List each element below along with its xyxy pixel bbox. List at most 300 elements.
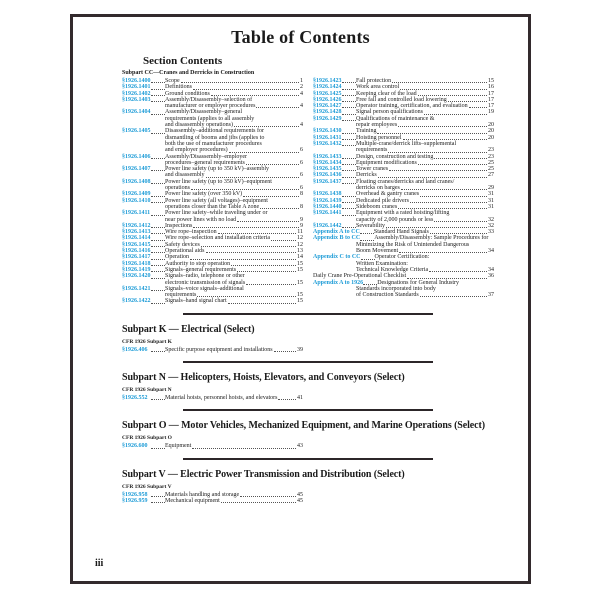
entry-title: Ground conditions bbox=[165, 90, 210, 97]
entry-title: Free fall and controlled load lowering bbox=[356, 96, 447, 103]
dot-leader bbox=[181, 82, 299, 83]
dot-leader bbox=[151, 252, 165, 253]
entry-title: of Construction Standards bbox=[356, 292, 419, 299]
entry-title: Designations for General Industry bbox=[377, 279, 459, 286]
entry-title: Assembly/Disassembly–selection of bbox=[165, 96, 253, 103]
entry-title: Written Examination: bbox=[356, 260, 408, 267]
entry-title: Equipment with a rated hoisting/lifting bbox=[356, 210, 450, 217]
entry-title: Mechanical equipment bbox=[165, 497, 220, 504]
entry-page-number: 11 bbox=[297, 229, 303, 236]
dot-leader bbox=[389, 170, 487, 171]
dot-leader bbox=[192, 448, 296, 449]
toc-entry-line bbox=[122, 395, 303, 401]
dot-leader bbox=[151, 233, 165, 234]
entry-title: Operation bbox=[165, 254, 189, 261]
entry-title: Signals–general requirements bbox=[165, 266, 237, 273]
dot-leader bbox=[361, 259, 375, 260]
entry-page-number: 6 bbox=[300, 185, 303, 192]
section-link[interactable]: §1926.1414 bbox=[122, 235, 151, 242]
entry-title: Assembly/Disassembly: Sample Procedures for bbox=[374, 235, 489, 242]
entry-title: Keeping clear of the load bbox=[356, 90, 417, 97]
dot-leader bbox=[151, 502, 165, 503]
section-link[interactable]: §1926.1432 bbox=[313, 140, 342, 147]
entry-page-number: 9 bbox=[300, 222, 303, 229]
entry-title: Power line safety–while traveling under or bbox=[165, 210, 268, 217]
toc-entry bbox=[122, 198, 303, 211]
entry-title: Signals–hand signal chart bbox=[165, 298, 227, 305]
section-link[interactable]: Appendix A to 1926 bbox=[313, 279, 364, 286]
section-link[interactable]: §1926.1431 bbox=[313, 134, 342, 141]
entry-page-number: 20 bbox=[488, 122, 494, 129]
section-link[interactable]: §1926.1426 bbox=[313, 96, 342, 103]
dot-leader bbox=[256, 107, 299, 108]
toc-entry bbox=[122, 166, 303, 179]
section-divider bbox=[183, 361, 433, 363]
dot-leader bbox=[342, 95, 356, 96]
section-link[interactable]: §1926.1413 bbox=[122, 229, 151, 236]
toc-column-left bbox=[122, 78, 303, 305]
dot-leader bbox=[278, 399, 296, 400]
dot-leader bbox=[398, 126, 487, 127]
dot-leader bbox=[377, 133, 487, 134]
section-link[interactable]: §1926.1422 bbox=[122, 298, 151, 305]
section-link[interactable]: Appendix C to CC bbox=[313, 254, 361, 261]
dot-leader bbox=[193, 89, 299, 90]
section-link[interactable]: §1926.1417 bbox=[122, 254, 151, 261]
dot-leader bbox=[342, 133, 356, 134]
entry-title: Wire rope–inspection bbox=[165, 229, 217, 236]
subpart-heading: Subpart V — Electric Power Transmission and Distribution (Select) bbox=[122, 468, 405, 480]
dot-leader bbox=[151, 399, 165, 400]
entry-title: Authority to stop operation bbox=[165, 260, 231, 267]
entry-title: Inspections bbox=[165, 222, 193, 229]
entry-page-number: 15 bbox=[297, 266, 303, 273]
entry-title: Multiple-crane/derrick lifts–supplemental bbox=[356, 140, 457, 147]
entry-page-number: 12 bbox=[297, 241, 303, 248]
entry-page-number: 45 bbox=[297, 497, 303, 504]
entry-page-number: 19 bbox=[488, 109, 494, 116]
toc-entry bbox=[313, 280, 494, 299]
dot-leader bbox=[342, 107, 356, 108]
toc-entry bbox=[122, 128, 303, 153]
dot-leader bbox=[231, 265, 296, 266]
toc-entry bbox=[122, 443, 303, 449]
dot-leader bbox=[151, 271, 165, 272]
section-link[interactable]: §1926.1425 bbox=[313, 90, 342, 97]
section-link[interactable]: §1926.1423 bbox=[313, 78, 342, 84]
dot-leader bbox=[211, 95, 299, 96]
entry-title: Scope bbox=[165, 78, 180, 84]
section-link[interactable]: §1926.1406 bbox=[122, 153, 151, 160]
folio-page-number: iii bbox=[95, 558, 104, 569]
entry-title: Training bbox=[356, 128, 377, 135]
entry-title: Operational aids bbox=[165, 248, 205, 255]
dot-leader bbox=[400, 89, 487, 90]
dot-leader bbox=[151, 202, 165, 203]
toc-entry bbox=[313, 210, 494, 223]
dot-leader bbox=[342, 145, 356, 146]
dot-leader bbox=[418, 164, 487, 165]
dot-leader bbox=[218, 233, 297, 234]
entry-page-number: 15 bbox=[297, 279, 303, 286]
dot-leader bbox=[418, 95, 487, 96]
dot-leader bbox=[151, 170, 165, 171]
dot-leader bbox=[420, 196, 487, 197]
subpart-section-v bbox=[122, 458, 494, 505]
section-link[interactable]: §1926.1400 bbox=[122, 78, 151, 84]
entry-page-number: 43 bbox=[297, 443, 303, 450]
section-link[interactable]: §1926.406 bbox=[122, 346, 148, 353]
section-link[interactable]: Appendix B to CC bbox=[313, 235, 361, 242]
entry-page-number: 17 bbox=[488, 96, 494, 103]
dot-leader bbox=[392, 82, 487, 83]
toc-entry bbox=[122, 179, 303, 192]
dot-leader bbox=[197, 296, 296, 297]
section-link[interactable]: §1926.1421 bbox=[122, 285, 151, 292]
dot-leader bbox=[342, 120, 356, 121]
dot-leader bbox=[151, 82, 165, 83]
section-link[interactable]: §1926.1424 bbox=[313, 84, 342, 91]
section-link[interactable]: §1926.1435 bbox=[313, 166, 342, 173]
dot-leader bbox=[151, 496, 165, 497]
entry-page-number: 13 bbox=[297, 248, 303, 255]
toc-entry bbox=[122, 273, 303, 286]
toc-entry-line bbox=[122, 298, 303, 304]
dot-leader bbox=[342, 139, 356, 140]
entry-page-number: 31 bbox=[488, 203, 494, 210]
dot-leader bbox=[386, 227, 487, 228]
section-link[interactable]: §1926.1427 bbox=[313, 103, 342, 110]
entry-title: Severability bbox=[356, 222, 385, 229]
dot-leader bbox=[342, 170, 356, 171]
dot-leader bbox=[206, 177, 300, 178]
dot-leader bbox=[342, 164, 356, 165]
entry-page-number: 1 bbox=[300, 78, 303, 84]
toc-entry-line bbox=[122, 443, 303, 449]
section-link[interactable]: §1926.1405 bbox=[122, 128, 151, 135]
entry-page-number: 29 bbox=[488, 185, 494, 192]
entry-page-number: 15 bbox=[297, 292, 303, 299]
entry-page-number: 20 bbox=[488, 134, 494, 141]
entry-title: Work area control bbox=[356, 84, 400, 91]
entry-title: Assembly/Disassembly–general bbox=[165, 109, 242, 116]
entry-title: manufacturer or employer procedures bbox=[165, 103, 256, 110]
entry-title: Sideboom cranes bbox=[356, 203, 398, 210]
entry-page-number: 6 bbox=[300, 172, 303, 179]
subpart-entries bbox=[122, 492, 303, 505]
section-link[interactable]: §1926.1420 bbox=[122, 273, 151, 280]
section-divider bbox=[183, 313, 433, 315]
dot-leader bbox=[363, 284, 377, 285]
section-link[interactable]: §1926.1407 bbox=[122, 166, 151, 173]
dot-leader bbox=[274, 351, 296, 352]
entry-title: derricks on barges bbox=[356, 185, 400, 192]
entry-title: and disassembly bbox=[165, 172, 205, 179]
dot-leader bbox=[151, 196, 165, 197]
subpart-entries bbox=[122, 347, 303, 353]
entry-title: Power line safety (up to 350 kV)–equipment bbox=[165, 178, 272, 185]
toc-entry bbox=[122, 210, 303, 223]
entry-page-number: 32 bbox=[488, 216, 494, 223]
entry-page-number: 25 bbox=[488, 166, 494, 173]
toc-entry-line bbox=[122, 498, 303, 504]
toc-entry bbox=[122, 109, 303, 128]
entry-title: Minimizing the Risk of Unintended Dangerous bbox=[356, 241, 470, 248]
dot-leader bbox=[201, 246, 296, 247]
entry-title: Qualifications of maintenance & bbox=[356, 115, 435, 122]
dot-leader bbox=[240, 496, 296, 497]
entry-page-number: 14 bbox=[297, 254, 303, 261]
subpart-section-o bbox=[122, 409, 494, 449]
dot-leader bbox=[151, 133, 165, 134]
entry-page-number: 45 bbox=[297, 491, 303, 498]
entry-title: Signal person qualifications bbox=[356, 109, 423, 116]
cfr-label: CFR 1926 Subpart N bbox=[122, 386, 172, 393]
dot-leader bbox=[469, 107, 487, 108]
section-link[interactable]: §1926.1401 bbox=[122, 84, 151, 91]
dot-leader bbox=[228, 303, 296, 304]
toc-entry bbox=[313, 141, 494, 154]
dot-leader bbox=[342, 183, 356, 184]
entry-title: Tower cranes bbox=[356, 166, 389, 173]
section-link[interactable]: §1926.1439 bbox=[313, 197, 342, 204]
dot-leader bbox=[342, 114, 356, 115]
entry-title: Equipment bbox=[165, 443, 192, 450]
dot-leader bbox=[229, 152, 299, 153]
section-link[interactable]: §1926.1402 bbox=[122, 90, 151, 97]
dot-leader bbox=[403, 139, 488, 140]
dot-leader bbox=[193, 227, 299, 228]
section-link[interactable]: §1926.552 bbox=[122, 394, 148, 401]
section-link[interactable]: §1926.600 bbox=[122, 443, 148, 450]
entry-page-number: 4 bbox=[300, 122, 303, 129]
subpart-heading: Subpart K — Electrical (Select) bbox=[122, 323, 255, 335]
entry-title: Operator Certification: bbox=[374, 254, 430, 261]
dot-leader bbox=[237, 221, 299, 222]
entry-title: Safety devices bbox=[165, 241, 200, 248]
dot-leader bbox=[401, 189, 487, 190]
dot-leader bbox=[360, 240, 374, 241]
entry-title: and employer procedures) bbox=[165, 147, 228, 154]
section-divider bbox=[183, 458, 433, 460]
dot-leader bbox=[342, 202, 356, 203]
dot-leader bbox=[342, 82, 356, 83]
section-link[interactable]: §1926.1442 bbox=[313, 222, 342, 229]
page-content bbox=[122, 55, 494, 504]
section-divider bbox=[183, 409, 433, 411]
entry-title: Wire rope–selection and installation criteria bbox=[165, 235, 271, 242]
section-link[interactable]: §1926.1437 bbox=[313, 178, 342, 185]
toc-column-right bbox=[313, 78, 494, 305]
entry-title: Disassembly–additional requirements for bbox=[165, 128, 264, 135]
dot-leader bbox=[151, 265, 165, 266]
dot-leader bbox=[434, 221, 487, 222]
dot-leader bbox=[388, 152, 487, 153]
toc-entry bbox=[122, 154, 303, 167]
entry-title: Definitions bbox=[165, 84, 192, 91]
entry-title: repair employees bbox=[356, 122, 398, 129]
dot-leader bbox=[342, 177, 356, 178]
dot-leader bbox=[151, 259, 165, 260]
entry-title: operations closer than the Table A zone bbox=[165, 203, 260, 210]
section-link[interactable]: §1926.1434 bbox=[313, 159, 342, 166]
entry-page-number: 15 bbox=[488, 78, 494, 84]
entry-title: Equipment modifications bbox=[356, 159, 417, 166]
dot-leader bbox=[151, 215, 165, 216]
subpart-entries bbox=[122, 395, 303, 401]
section-link[interactable]: §1926.1430 bbox=[313, 128, 342, 135]
dot-leader bbox=[342, 196, 356, 197]
section-link[interactable]: §1926.1412 bbox=[122, 222, 151, 229]
entry-page-number: 16 bbox=[488, 84, 494, 91]
dot-leader bbox=[237, 271, 296, 272]
dot-leader bbox=[151, 246, 165, 247]
section-link[interactable]: §1926.1438 bbox=[313, 191, 342, 198]
entry-title: Daily Crane Pre-Operational Checklist bbox=[313, 273, 407, 280]
entry-page-number: 6 bbox=[300, 159, 303, 166]
entry-title: capacity of 2,000 pounds or less bbox=[356, 216, 434, 223]
section-contents-heading: Section Contents bbox=[143, 55, 223, 67]
dot-leader bbox=[378, 177, 487, 178]
toc-entry bbox=[122, 298, 303, 304]
entry-title: Power line safety (all voltages)–equipment bbox=[165, 197, 268, 204]
section-link[interactable]: §1926.1404 bbox=[122, 109, 151, 116]
section-link[interactable]: §1926.1441 bbox=[313, 210, 342, 217]
section-link[interactable]: §1926.1415 bbox=[122, 241, 151, 248]
dot-leader bbox=[151, 114, 165, 115]
dot-leader bbox=[151, 227, 165, 228]
entry-title: dismantling of booms and jibs (applies to bbox=[165, 134, 265, 141]
entry-title: Floating cranes/derricks and land cranes/ bbox=[356, 178, 455, 185]
entry-page-number: 39 bbox=[297, 346, 303, 353]
section-link[interactable]: §1926.1418 bbox=[122, 260, 151, 267]
section-link[interactable]: §1926.1409 bbox=[122, 191, 151, 198]
entry-title: Technical Knowledge Criteria bbox=[356, 266, 429, 273]
section-link[interactable]: §1926.958 bbox=[122, 491, 148, 498]
entry-title: operations bbox=[165, 185, 190, 192]
section-link[interactable]: §1926.1408 bbox=[122, 178, 151, 185]
entry-title: Dedicated pile drivers bbox=[356, 197, 409, 204]
section-link[interactable]: §1926.1429 bbox=[313, 115, 342, 122]
section-link[interactable]: §1926.959 bbox=[122, 497, 148, 504]
toc-entry bbox=[313, 116, 494, 129]
entry-page-number: 4 bbox=[300, 103, 303, 110]
section-link[interactable]: §1926.1416 bbox=[122, 248, 151, 255]
entry-title: procedures–general requirements bbox=[165, 159, 245, 166]
entry-page-number: 8 bbox=[300, 203, 303, 210]
entry-title: Fall protection bbox=[356, 78, 392, 84]
dot-leader bbox=[221, 502, 296, 503]
cfr-label: CFR 1926 Subpart K bbox=[122, 338, 172, 345]
entry-page-number: 25 bbox=[488, 159, 494, 166]
dot-leader bbox=[151, 183, 165, 184]
section-link[interactable]: §1926.1419 bbox=[122, 266, 151, 273]
dot-leader bbox=[151, 101, 165, 102]
dot-leader bbox=[151, 303, 165, 304]
dot-leader bbox=[151, 278, 165, 279]
dot-leader bbox=[342, 101, 356, 102]
entry-title: requirements (applies to all assembly bbox=[165, 115, 255, 122]
dot-leader bbox=[407, 278, 487, 279]
document-page bbox=[70, 14, 531, 584]
entry-page-number: 23 bbox=[488, 153, 494, 160]
toc-entry bbox=[122, 97, 303, 110]
dot-leader bbox=[151, 351, 165, 352]
dot-leader bbox=[434, 158, 487, 159]
toc-entry bbox=[122, 395, 303, 401]
entry-page-number: 34 bbox=[488, 248, 494, 255]
section-link[interactable]: §1926.1411 bbox=[122, 210, 151, 217]
entry-title: Material hoists, personnel hoists, and elevators bbox=[165, 394, 278, 401]
toc-entry-line bbox=[313, 292, 494, 298]
dot-leader bbox=[420, 296, 487, 297]
dot-leader bbox=[342, 227, 356, 228]
entry-title: Design, construction and testing bbox=[356, 153, 434, 160]
entry-page-number: 17 bbox=[488, 90, 494, 97]
entry-page-number: 17 bbox=[488, 103, 494, 110]
entry-page-number: 8 bbox=[300, 191, 303, 198]
entry-title: Materials handling and storage bbox=[165, 491, 240, 498]
dot-leader bbox=[360, 233, 374, 234]
entry-page-number: 15 bbox=[297, 298, 303, 305]
dot-leader bbox=[151, 240, 165, 241]
toc-entry bbox=[313, 179, 494, 192]
section-link[interactable]: §1926.1403 bbox=[122, 96, 151, 103]
section-link[interactable]: §1926.1436 bbox=[313, 172, 342, 179]
dot-leader bbox=[151, 448, 165, 449]
entry-page-number: 32 bbox=[488, 222, 494, 229]
entry-title: Signals–radio, telephone or other bbox=[165, 273, 245, 280]
cfr-label: CFR 1926 Subpart V bbox=[122, 483, 172, 490]
dot-leader bbox=[342, 208, 356, 209]
page-title: Table of Contents bbox=[231, 27, 370, 47]
entry-page-number: 6 bbox=[300, 147, 303, 154]
dot-leader bbox=[246, 164, 299, 165]
dot-leader bbox=[243, 196, 299, 197]
dot-leader bbox=[429, 271, 487, 272]
cfr-label: CFR 1926 Subpart O bbox=[122, 435, 172, 442]
dot-leader bbox=[190, 259, 296, 260]
entry-page-number: 15 bbox=[297, 260, 303, 267]
section-link[interactable]: §1926.1440 bbox=[313, 203, 342, 210]
dot-leader bbox=[151, 95, 165, 96]
entry-title: requirements bbox=[165, 292, 197, 299]
section-link[interactable]: §1926.1410 bbox=[122, 197, 151, 204]
section-link[interactable]: §1926.1433 bbox=[313, 153, 342, 160]
toc-entry bbox=[313, 235, 494, 254]
entry-page-number: 36 bbox=[488, 273, 494, 280]
entry-page-number: 31 bbox=[488, 191, 494, 198]
entry-page-number: 20 bbox=[488, 128, 494, 135]
entry-page-number: 37 bbox=[488, 292, 494, 299]
entry-title: Signals–voice signals–additional bbox=[165, 285, 244, 292]
dot-leader bbox=[206, 252, 297, 253]
entry-title: Derricks bbox=[356, 172, 377, 179]
entry-page-number: 41 bbox=[297, 394, 303, 401]
subpart-section-n bbox=[122, 361, 494, 401]
dot-leader bbox=[151, 290, 165, 291]
entry-title: Standard Hand Signals bbox=[373, 229, 429, 236]
subpart-heading: Subpart O — Motor Vehicles, Mechanized Equipment, and Marine Operations (Select) bbox=[122, 420, 485, 432]
section-link[interactable]: §1926.1428 bbox=[313, 109, 342, 116]
section-link[interactable]: Appendix A to CC bbox=[313, 229, 360, 236]
entry-page-number: 9 bbox=[300, 216, 303, 223]
entry-title: Specific purpose equipment and installations bbox=[165, 346, 273, 353]
entry-title: both the use of manufacturer procedures bbox=[165, 140, 262, 147]
entry-title: Hoisting personnel bbox=[356, 134, 402, 141]
subpart-section-k bbox=[122, 313, 494, 353]
dot-leader bbox=[424, 114, 487, 115]
